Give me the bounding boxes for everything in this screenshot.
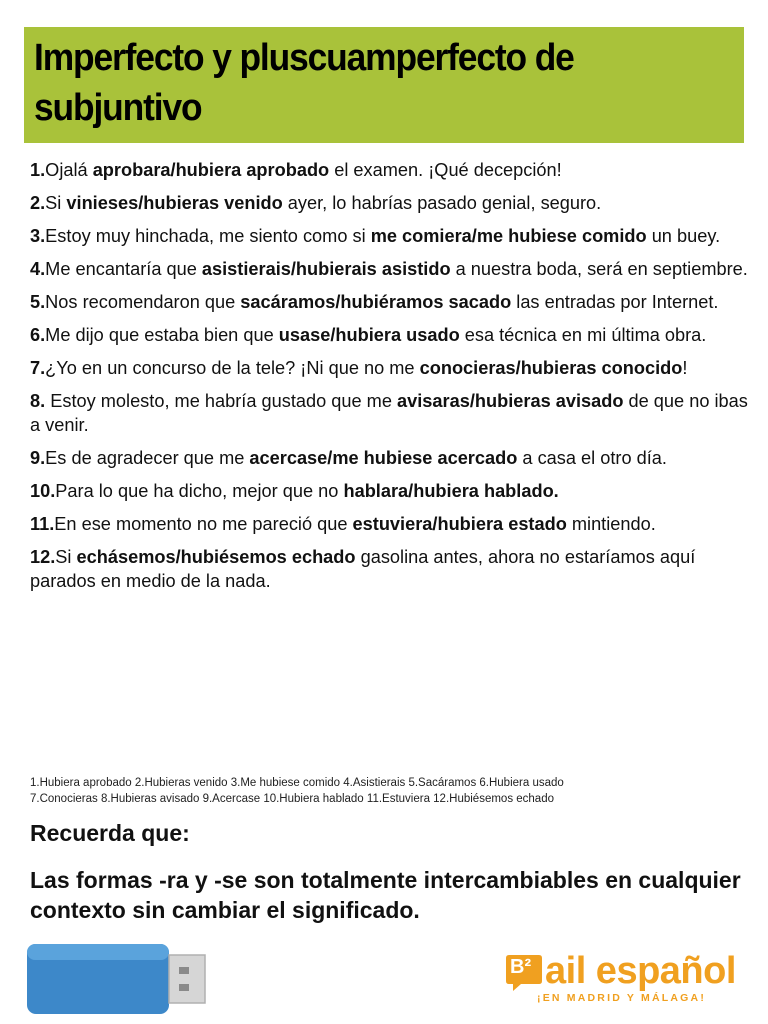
item-text-pre: Estoy molesto, me habría gustado que me [45,391,397,411]
item-answer: acercase/me hubiese acercado [249,448,518,468]
exercise-item [30,191,750,215]
item-text-pre: En ese momento no me pareció que [54,514,353,534]
exercise-item [30,389,750,437]
title-banner [24,27,744,143]
answer-key [30,776,750,807]
exercise-item [30,356,750,380]
reminder-heading: Recuerda que: [30,820,190,846]
exercise-item [30,479,750,503]
item-answer: aprobara/hubiera aprobado [92,160,330,180]
item-text-pre: Nos recomendaron que [45,292,241,312]
item-answer: me comiera/me hubiese comido [370,226,647,246]
exercise-item [30,512,750,536]
item-text-pre: Estoy muy hinchada, me siento como si [45,226,371,246]
exercise-item [30,290,750,314]
item-number: 10. [30,481,56,501]
page-title: Imperfecto y pluscuamperfecto de subjuntivo [34,37,574,129]
item-answer: hablara/hubiera hablado. [343,481,559,501]
item-answer: conocieras/hubieras conocido [419,358,683,378]
item-answer: sacáramos/hubiéramos sacado [240,292,512,312]
item-text-pre: Ojalá [45,160,93,180]
item-text-post: gasolina antes, ahora no estaríamos aquí parados en medio de la nada. [30,547,696,591]
item-text-post: esa técnica en mi última obra. [459,325,707,345]
item-number: 1. [30,160,46,180]
item-answer: vinieses/hubieras venido [66,193,283,213]
item-number: 12. [30,547,56,567]
item-text-post: a nuestra boda, será en septiembre. [450,259,748,279]
item-text-post: las entradas por Internet. [511,292,719,312]
exercise-item [30,323,750,347]
item-text-pre: Para lo que ha dicho, mejor que no [55,481,344,501]
exercise-item [30,545,750,593]
exercise-list [30,158,750,602]
exercise-item [30,158,750,182]
item-answer: estuviera/hubiera estado [352,514,567,534]
item-number: 3. [30,226,46,246]
item-answer: usase/hubiera usado [278,325,460,345]
item-text-pre: Es de agradecer que me [45,448,250,468]
item-answer: asistierais/hubierais asistido [201,259,451,279]
item-text-pre: Me dijo que estaba bien que [45,325,279,345]
item-text-pre: ¿Yo en un concurso de la tele? ¡Ni que no me [45,358,420,378]
logo-tagline: ¡EN MADRID Y MÁLAGA! [537,992,707,1004]
exercise-item [30,446,750,470]
logo-wordmark: ail español [545,950,736,992]
item-text-post: un buey. [646,226,721,246]
item-text-pre: Si [55,547,77,567]
item-answer: echásemos/hubiésemos echado [76,547,356,567]
item-number: 5. [30,292,46,312]
exercise-item [30,224,750,248]
item-number: 2. [30,193,46,213]
item-text-post: ayer, lo habrías pasado genial, seguro. [282,193,602,213]
answer-key-line: 7.Conocieras 8.Hubieras avisado 9.Acercase 10.Hubiera hablado 11.Estuviera 12.Hubiésemos echado [30,792,554,805]
item-number: 7. [30,358,46,378]
reminder-rule: Las formas -ra y -se son totalmente intercambiables en cualquier contexto sin cambiar el significado. [30,867,741,923]
item-number: 9. [30,448,46,468]
item-number: 4. [30,259,46,279]
item-text-post: mintiendo. [566,514,656,534]
item-answer: avisaras/hubieras avisado [397,391,624,411]
item-number: 8. [30,391,46,411]
item-text-pre: Me encantaría que [45,259,202,279]
item-text-post: a casa el otro día. [517,448,667,468]
logo-badge-text: B² [510,956,532,978]
answer-key-line: 1.Hubiera aprobado 2.Hubieras venido 3.Me hubiese comido 4.Asistierais 5.Sacáramos 6.Hubiera usado [30,777,564,789]
item-text-post: de que no ibas a venir. [30,391,748,435]
item-number: 6. [30,325,46,345]
item-number: 11. [30,514,55,534]
school-logo [505,950,750,1010]
exercise-item [30,257,750,281]
item-text-post: el examen. ¡Qué decepción! [329,160,562,180]
usb-drive-icon [27,940,209,1023]
item-text-pre: Si [45,193,67,213]
item-text-post: ! [682,358,688,378]
